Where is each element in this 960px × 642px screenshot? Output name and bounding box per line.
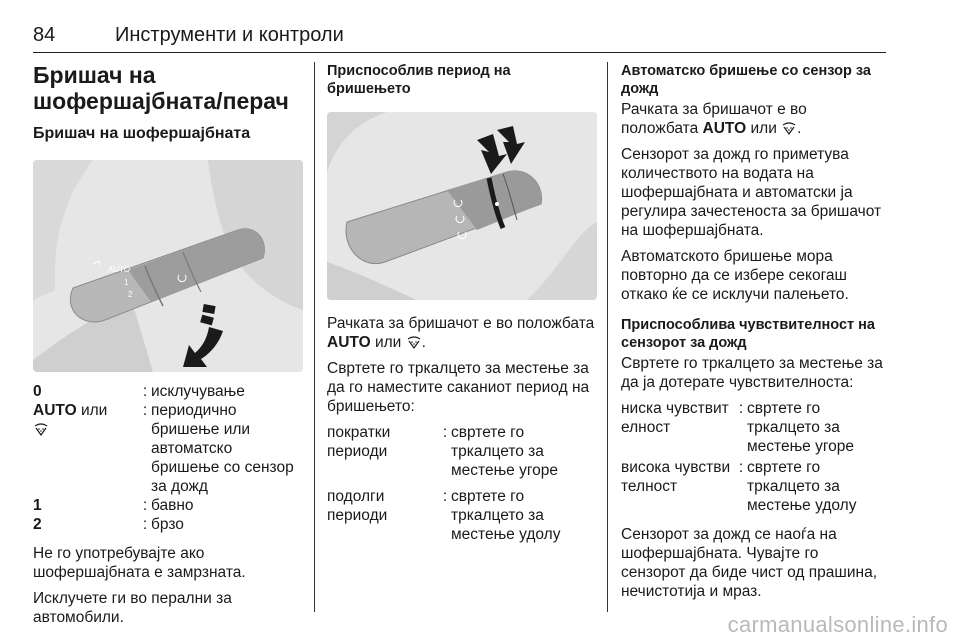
position-desc: исклучување — [151, 383, 245, 400]
list-item: висока чувствителност : свртете го тркалцето за местење удолу — [621, 458, 886, 515]
paragraph: Сензорот за дожд го приметува количеството на водата на шофершајбната и автоматски ја регулира зачестеноста за бришачот на шофершајбната. — [621, 146, 882, 239]
column-divider — [314, 62, 315, 612]
list-term: висока чувствителност — [621, 459, 731, 495]
svg-text:AUTO: AUTO — [108, 265, 131, 274]
list-desc: свртете го тркалцето за местење удолу — [747, 459, 857, 514]
paragraph: Свртете го тркалцето за местење за да ја дотерате чувствителноста: — [621, 355, 883, 391]
svg-text:2: 2 — [128, 290, 133, 299]
thumbwheel-illustration — [327, 112, 597, 300]
rain-sensor-icon — [33, 423, 49, 437]
list-term: ниска чувствителност — [621, 400, 729, 436]
paragraph: Исклучете ги во перални за автомобили. — [33, 590, 232, 626]
position-desc: периодично бришење или автоматско бришење со сензор за дожд — [151, 402, 294, 495]
list-item: подолги периоди : свртете го тркалцето за местење удолу — [327, 487, 597, 544]
list-term: пократки периоди — [327, 424, 391, 460]
paragraph: Рачката за бришачот е во положбата AUTO или . — [621, 101, 807, 137]
section-heading: Приспособлива чувствителност на сензорот за дожд — [621, 317, 875, 351]
paragraph: Рачката за бришачот е во положбата AUTO или . — [327, 315, 595, 351]
position-key: 0 — [33, 383, 42, 400]
paragraph: Свртете го тркалцето за местење за да го наместите саканиот период на бришењето: — [327, 360, 590, 415]
interval-list — [327, 423, 597, 544]
list-desc: свртете го тркалцето за местење угоре — [747, 400, 855, 455]
list-item: ниска чувствителност : свртете го тркалцето за местење угоре — [621, 399, 886, 456]
svg-text:1: 1 — [124, 278, 129, 287]
position-key: 2 — [33, 516, 42, 533]
position-desc: брзо — [151, 516, 184, 533]
list-desc: свртете го тркалцето за местење удолу — [451, 488, 561, 543]
wiper-lever-illustration — [33, 160, 303, 372]
section-heading: Приспособлив период на бришењето — [327, 63, 511, 97]
list-item: AUTO или : периодично бришење или автоматско бришење со сензор за дожд — [33, 401, 303, 496]
rain-sensor-icon — [406, 336, 422, 350]
paragraph: Не го употребувајте ако шофершајбната е замрзната. — [33, 545, 246, 581]
list-item: 0 : исклучување — [33, 382, 303, 401]
section-heading: Автоматско бришење со сензор за дожд — [621, 63, 871, 97]
column-rain-sensor — [621, 62, 886, 608]
list-item: пократки периоди : свртете го тркалцето за местење угоре — [327, 423, 597, 480]
list-desc: свртете го тркалцето за местење угоре — [451, 424, 559, 479]
section-subheading: Бришач на шофершајбната — [33, 125, 251, 142]
column-divider — [607, 62, 608, 612]
position-key: AUTO — [33, 402, 77, 419]
column-interval-adjust — [327, 62, 597, 554]
page-header — [33, 22, 886, 53]
paragraph: Автоматското бришење мора повторно да се избере секогаш откако ќе се исклучи палењето. — [621, 248, 849, 303]
sensitivity-list — [621, 399, 886, 515]
list-item: 2 : брзо — [33, 515, 303, 534]
watermark: carmanualsonline.info — [727, 612, 948, 637]
page-number: 84 — [33, 24, 56, 46]
list-item: 1 : бавно — [33, 496, 303, 515]
rain-sensor-icon — [781, 122, 797, 136]
section-heading: Бришач на шофершајбната/перач — [33, 62, 289, 114]
page-title: Инструменти и контроли — [115, 24, 344, 46]
wiper-positions-list — [33, 382, 303, 534]
column-wiper-overview — [33, 62, 303, 634]
list-term: подолги периоди — [327, 488, 388, 524]
position-desc: бавно — [151, 497, 194, 514]
paragraph: Сензорот за дожд се наоѓа на шофершајбната. Чувајте го сензорот да биде чист од прашина, нечистотија и мраз. — [621, 526, 877, 600]
position-key: 1 — [33, 497, 42, 514]
